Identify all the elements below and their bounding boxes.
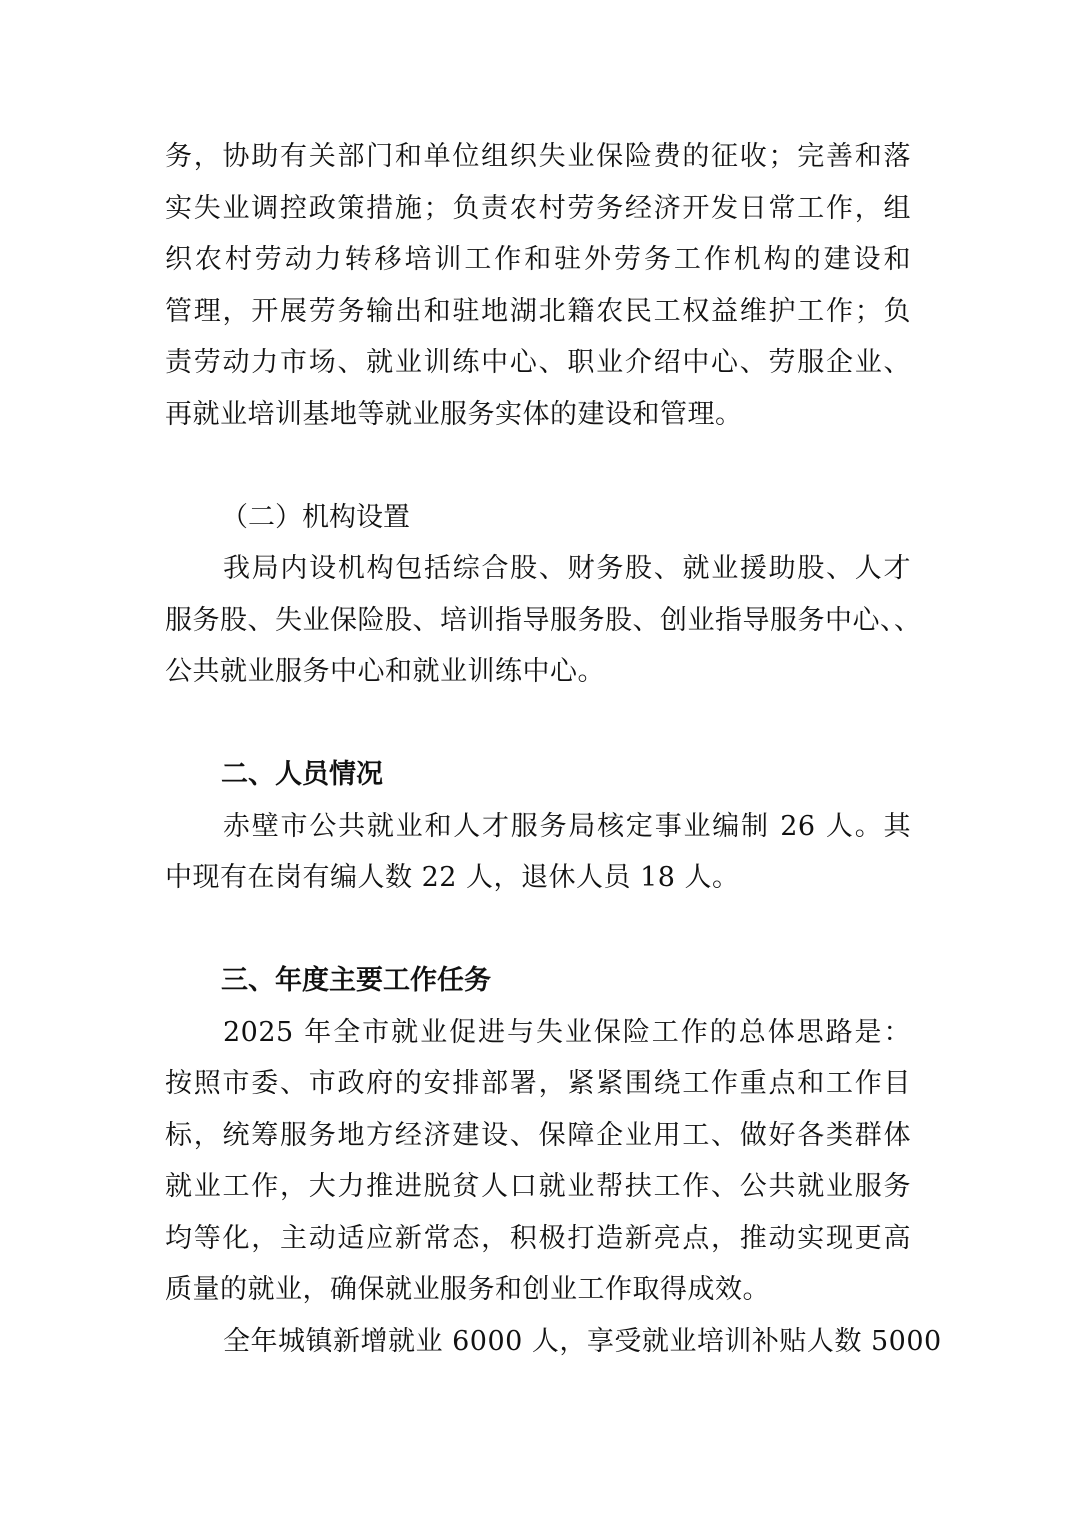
spacer bbox=[165, 698, 911, 750]
document-body bbox=[165, 131, 942, 1367]
spacer bbox=[165, 904, 911, 956]
paragraph-line: 务，协助有关部门和单位组织失业保险费的征收；完善和落 bbox=[165, 141, 911, 172]
paragraph-line: 再就业培训基地等就业服务实体的建设和管理。 bbox=[165, 398, 743, 430]
paragraph-line: 织农村劳动力转移培训工作和驻外劳务工作机构的建设和 bbox=[165, 244, 911, 275]
paragraph-line: 均等化，主动适应新常态，积极打造新亮点，推动实现更高 bbox=[165, 1222, 911, 1254]
paragraph-line: 中现有在岗有编人数 22 人，退休人员 18 人。 bbox=[165, 862, 740, 893]
paragraph-line: 赤壁市公共就业和人才服务局核定事业编制 26 人。其 bbox=[223, 810, 911, 842]
section-annual-tasks bbox=[165, 955, 942, 1367]
paragraph-line: 2025 年全市就业促进与失业保险工作的总体思路是： bbox=[223, 1016, 911, 1048]
paragraph-line: 就业工作，大力推进脱贫人口就业帮扶工作、公共就业服务 bbox=[165, 1171, 911, 1202]
paragraph-line: 我局内设机构包括综合股、财务股、就业援助股、人才 bbox=[223, 553, 911, 584]
section-heading: 三、年度主要工作任务 bbox=[221, 965, 491, 996]
subsection-title: （二）机构设置 bbox=[221, 501, 410, 533]
paragraph-line: 全年城镇新增就业 6000 人，享受就业培训补贴人数 5000 bbox=[223, 1325, 942, 1357]
section-personnel bbox=[165, 749, 911, 904]
spacer bbox=[165, 440, 911, 492]
paragraph-line: 质量的就业，确保就业服务和创业工作取得成效。 bbox=[165, 1274, 770, 1305]
paragraph-line: 按照市委、市政府的安排部署，紧紧围绕工作重点和工作目 bbox=[165, 1068, 911, 1099]
paragraph-line: 服务股、失业保险股、培训指导服务股、创业指导服务中心、、 bbox=[165, 604, 922, 636]
paragraph-line: 公共就业服务中心和就业训练中心。 bbox=[165, 656, 605, 687]
section1-continued bbox=[165, 131, 911, 440]
section-heading: 二、人员情况 bbox=[221, 759, 383, 790]
paragraph-line: 标，统筹服务地方经济建设、保障企业用工、做好各类群体 bbox=[165, 1119, 911, 1151]
section-organization bbox=[165, 492, 922, 698]
paragraph-line: 实失业调控政策措施；负责农村劳务经济开发日常工作，组 bbox=[165, 192, 911, 224]
paragraph-line: 管理，开展劳务输出和驻地湖北籍农民工权益维护工作；负 bbox=[165, 295, 911, 327]
paragraph-line: 责劳动力市场、就业训练中心、职业介绍中心、劳服企业、 bbox=[165, 347, 911, 378]
